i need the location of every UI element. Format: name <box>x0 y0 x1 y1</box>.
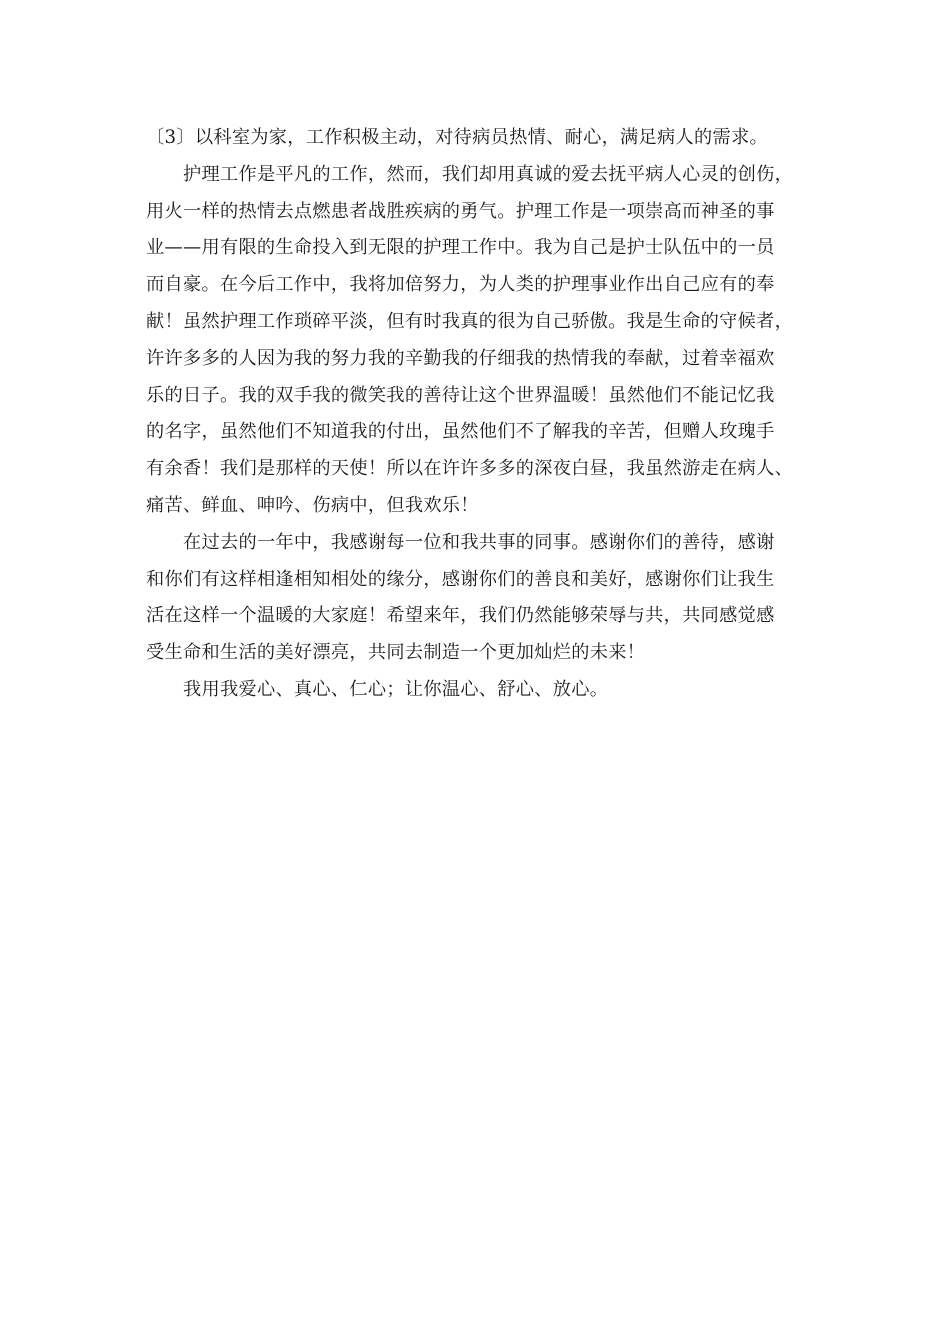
text-line: 许许多多的人因为我的努力我的辛勤我的仔细我的热情我的奉献，过着幸福欢 <box>146 347 775 369</box>
text-line-paragraph-start: 在过去的一年中，我感谢每一位和我共事的同事。感谢你们的善待，感谢 <box>183 531 775 553</box>
text-line: 乐的日子。我的双手我的微笑我的善待让这个世界温暖！虽然他们不能记忆我 <box>146 384 775 406</box>
text-line-item-3: 〔3〕以科室为家，工作积极主动，对待病员热情、耐心，满足病人的需求。 <box>146 127 768 148</box>
text-line: 用火一样的热情去点燃患者战胜疾病的勇气。护理工作是一项崇高而神圣的事 <box>146 200 775 222</box>
text-line: 业——用有限的生命投入到无限的护理工作中。我为自己是护士队伍中的一员 <box>146 237 775 259</box>
text-line: 活在这样一个温暖的大家庭！希望来年，我们仍然能够荣辱与共，共同感觉感 <box>146 605 775 627</box>
text-line-closing: 我用我爱心、真心、仁心；让你温心、舒心、放心。 <box>183 678 609 700</box>
document-body <box>146 120 806 709</box>
text-line: 受生命和生活的美好漂亮，共同去制造一个更加灿烂的未来！ <box>146 642 646 664</box>
text-line: 和你们有这样相逢相知相处的缘分，感谢你们的善良和美好，感谢你们让我生 <box>146 568 775 590</box>
text-line: 的名字，虽然他们不知道我的付出，虽然他们不了解我的辛苦，但赠人玫瑰手 <box>146 421 775 443</box>
text-line: 献！虽然护理工作琐碎平淡，但有时我真的很为自己骄傲。我是生命的守候者， <box>146 310 794 332</box>
text-line-paragraph-start: 护理工作是平凡的工作，然而，我们却用真诚的爱去抚平病人心灵的创伤， <box>183 163 794 185</box>
text-line: 而自豪。在今后工作中，我将加倍努力，为人类的护理事业作出自己应有的奉 <box>146 274 775 296</box>
text-line: 痛苦、鲜血、呻吟、伤病中，但我欢乐！ <box>146 494 479 516</box>
text-line: 有余香！我们是那样的天使！所以在许许多多的深夜白昼，我虽然游走在病人、 <box>146 458 794 480</box>
